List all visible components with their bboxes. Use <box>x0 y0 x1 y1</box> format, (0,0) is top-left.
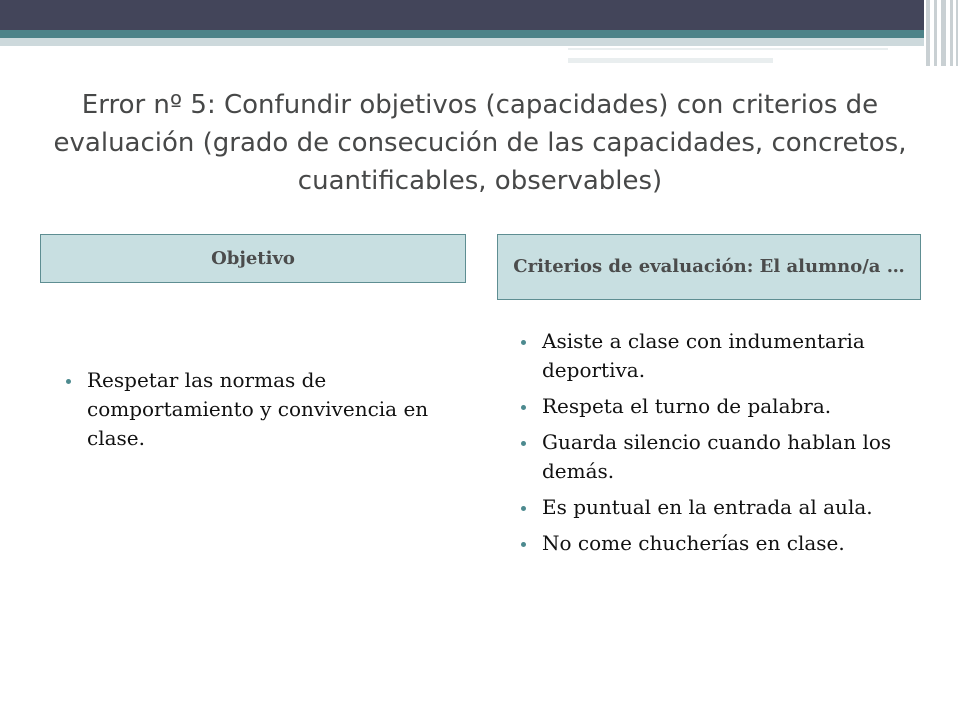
corner-decor-bar <box>956 0 958 66</box>
criteria-item <box>515 529 925 558</box>
bullet-icon <box>521 405 526 410</box>
criteria-header-label: Criterios de evaluación: El alumno/a … <box>513 256 905 277</box>
bullet-icon <box>521 441 526 446</box>
criteria-item-text: Respeta el turno de palabra. <box>542 394 832 418</box>
criteria-item <box>515 392 925 421</box>
criteria-item-text: Asiste a clase con indumentaria deportiva. <box>542 329 865 382</box>
bullet-icon <box>521 542 526 547</box>
corner-decor-bar <box>934 0 937 66</box>
slide-title: Error nº 5: Confundir objetivos (capacidades) con criterios de evaluación (grado de consecución de las capacidades, concretos, cuantificables, observables) <box>53 90 907 196</box>
gray-decor-band <box>0 38 925 46</box>
objective-list <box>60 366 460 460</box>
criteria-item-text: Es puntual en la entrada al aula. <box>542 495 873 519</box>
objective-item-text: Respetar las normas de comportamiento y convivencia en clase. <box>87 368 429 450</box>
decor-stripe <box>568 58 773 63</box>
bullet-icon <box>521 340 526 345</box>
objective-item <box>60 366 460 453</box>
corner-decor-bar <box>950 0 953 66</box>
objective-header <box>40 234 466 283</box>
bullet-icon <box>521 506 526 511</box>
corner-decor-bar <box>926 0 930 66</box>
objective-header-label: Objetivo <box>211 247 295 269</box>
corner-decor-bar <box>941 0 946 66</box>
decor-stripe <box>568 48 888 50</box>
teal-decor-band <box>0 30 925 38</box>
criteria-item-text: Guarda silencio cuando hablan los demás. <box>542 430 892 483</box>
criteria-item-text: No come chucherías en clase. <box>542 531 845 555</box>
criteria-item <box>515 493 925 522</box>
criteria-header <box>497 234 921 300</box>
criteria-list <box>515 327 925 565</box>
bullet-icon <box>66 379 71 384</box>
criteria-item <box>515 327 925 385</box>
corner-decor-bars <box>924 0 960 66</box>
top-decor-band <box>0 0 960 30</box>
criteria-item <box>515 428 925 486</box>
